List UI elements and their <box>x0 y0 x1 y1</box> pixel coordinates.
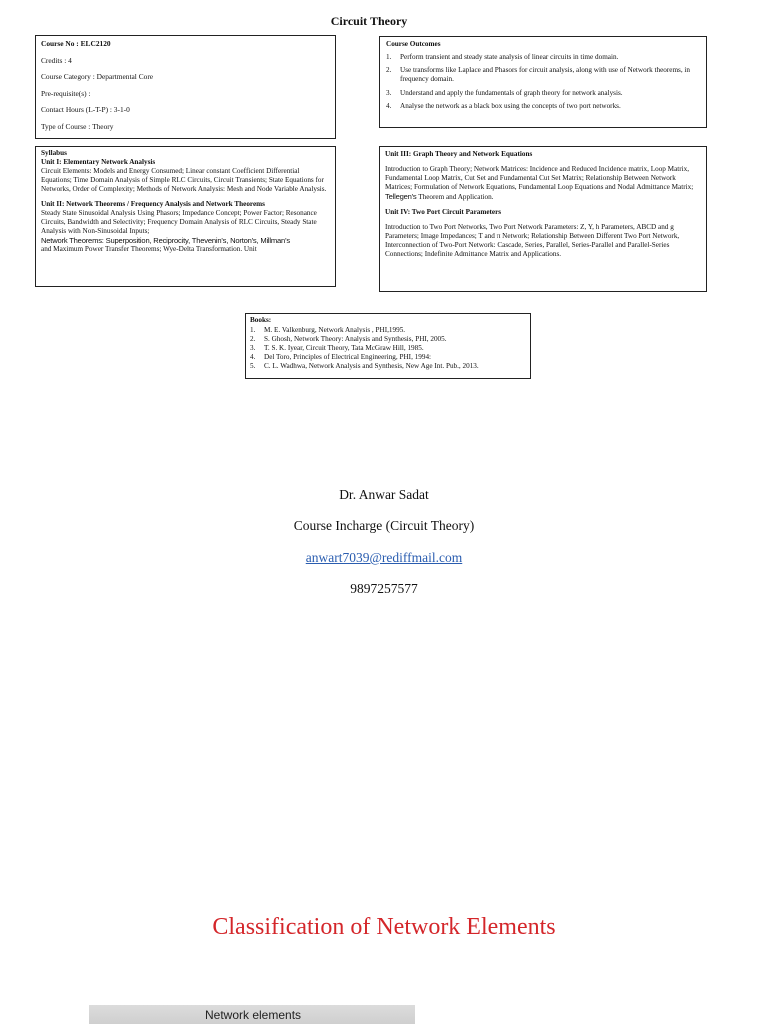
book-num: 5. <box>250 362 256 370</box>
book-item <box>250 353 526 362</box>
outcome-num: 3. <box>386 88 392 97</box>
outcome-item <box>386 102 700 111</box>
book-text: T. S. K. Iyear, Circuit Theory, Tata McGraw Hill, 1985. <box>264 344 424 352</box>
unit3-body <box>385 165 701 202</box>
instructor-email-link[interactable]: anwart7039@rediffmail.com <box>305 550 463 565</box>
outcome-text: Understand and apply the fundamentals of graph theory for network analysis. <box>400 88 623 97</box>
outcome-text: Use transforms like Laplace and Phasors for circuit analysis, along with use of Network theorems, in frequency domain. <box>400 66 691 84</box>
syllabus-heading: Syllabus <box>41 149 67 157</box>
unit4-title: Unit IV: Two Port Circuit Parameters <box>385 208 502 216</box>
outcome-text: Analyse the network as a black box using the concepts of two port networks. <box>400 101 621 110</box>
outcome-num: 4. <box>386 101 392 110</box>
unit1-text: Circuit Elements: Models and Energy Consumed; Linear constant Coefficient Differential Equations; Time Domain Analysis of Simple RLC Circuits, Circuit Transients; State Equations for Networks, Order of Complexity; Methods of Network Analysis: Mesh and Node Variable Analysis. <box>41 167 327 193</box>
credits: Credits : 4 <box>41 55 72 65</box>
book-text: Del Toro, Principles of Electrical Engineering, PHI, 1994: <box>264 353 432 361</box>
outcome-item <box>386 66 700 84</box>
outcome-num: 2. <box>386 66 392 75</box>
book-text: C. L. Wadhwa, Network Analysis and Synthesis, New Age Int. Pub., 2013. <box>264 362 479 370</box>
outcomes-heading: Course Outcomes <box>386 40 441 48</box>
book-num: 3. <box>250 344 256 352</box>
outcome-text: Perform transient and steady state analysis of linear circuits in time domain. <box>400 53 619 61</box>
unit1-title: Unit I: Elementary Network Analysis <box>41 158 156 166</box>
books-heading: Books: <box>250 316 272 324</box>
unit3-text: Introduction to Graph Theory; Network Matrices: Incidence and Reduced Incidence matrix, Loop Matrix, Fundamental Loop Matrix, Cut Set and Fundamental Cut Set Matrix; Relationship Between Network Matrices; Formulation of Network Equations, Fundamental Loop Equations and Nodal Admittance Matrix; <box>385 165 694 191</box>
prerequisites: Pre-requisite(s) : <box>41 88 91 98</box>
unit3-tail: Theorem and Application. <box>416 193 494 201</box>
book-text: S. Ghosh, Network Theory: Analysis and Synthesis, PHI, 2005. <box>264 335 447 343</box>
course-outcomes-box <box>379 36 707 128</box>
page-title: Circuit Theory <box>330 14 408 28</box>
outcome-item <box>386 89 700 98</box>
books-box <box>245 313 531 379</box>
book-item <box>250 362 526 371</box>
instructor-phone: 9897257577 <box>350 581 418 596</box>
syllabus-right-box <box>379 146 707 292</box>
unit2-tail: and Maximum Power Transfer Theorems; Wye-Delta Transformation. Unit <box>41 245 257 253</box>
unit2-title: Unit II: Network Theorems / Frequency Analysis and Network Theorems <box>41 200 265 208</box>
book-num: 1. <box>250 326 256 334</box>
network-elements-figure <box>89 1005 415 1024</box>
unit2-theorems: Network Theorems: Superposition, Reciprocity, Thevenin's, Norton's, Millman's <box>41 236 290 245</box>
outcome-item <box>386 53 700 62</box>
unit3-title: Unit III: Graph Theory and Network Equations <box>385 150 533 158</box>
course-type: Type of Course : Theory <box>41 121 114 131</box>
unit4-text: Introduction to Two Port Networks, Two Port Network Parameters: Z, Y, h Parameters, ABCD and g Parameters; Image Impedances; T and π Network; Relationship Between Different Two Port Network, Interconnection of Two-Port Network: Cascade, Series, Parallel, Series-Parallel and Parallel-Series Connections; Indefinite Admittance Matrix and Applications. <box>385 223 680 258</box>
book-text: M. E. Valkenburg, Network Analysis , PHI,1995. <box>264 326 406 334</box>
course-category: Course Category : Departmental Core <box>41 72 154 82</box>
section-heading: Classification of Network Elements <box>212 914 556 940</box>
books-list <box>250 326 526 371</box>
instructor-role: Course Incharge (Circuit Theory) <box>293 518 475 533</box>
unit3-tellegen: Tellegen's <box>385 192 417 201</box>
book-item <box>250 335 526 344</box>
unit2-text: Steady State Sinusoidal Analysis Using Phasors; Impedance Concept; Power Factor; Resonance Circuits, Bandwidth and Selectivity; Frequency Domain Analysis of RLC Circuits, Steady State Analysis with Non-Sinusoidal Inputs; <box>41 209 317 235</box>
course-number: Course No : ELC2120 <box>41 39 111 48</box>
book-num: 4. <box>250 353 256 361</box>
contact-hours: Contact Hours (L-T-P) : 3-1-0 <box>41 105 130 115</box>
syllabus-left-box <box>35 146 336 287</box>
book-num: 2. <box>250 335 256 343</box>
outcome-num: 1. <box>386 53 392 61</box>
figure-label: Network elements <box>205 1008 302 1022</box>
instructor-name: Dr. Anwar Sadat <box>339 487 429 502</box>
book-item <box>250 326 526 335</box>
outcomes-list <box>386 53 700 111</box>
course-info-box <box>35 35 336 139</box>
book-item <box>250 344 526 353</box>
